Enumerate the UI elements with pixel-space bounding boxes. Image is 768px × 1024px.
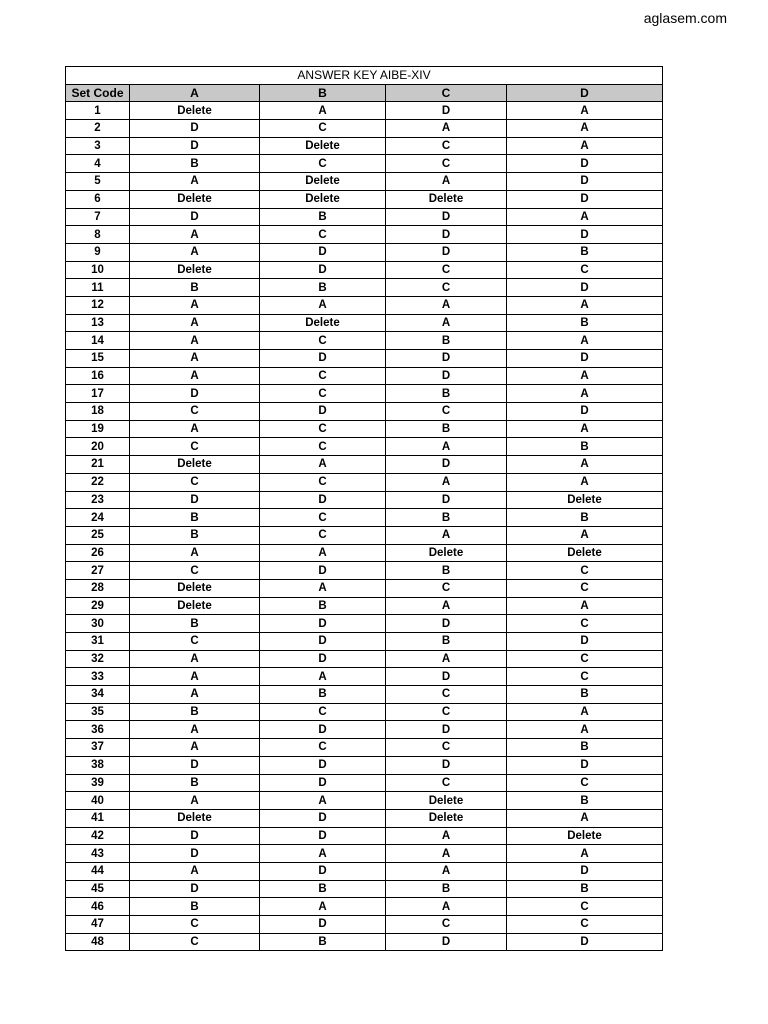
answer-b-cell: C [260, 332, 386, 350]
answer-b-cell: D [260, 633, 386, 651]
set-code-cell: 12 [66, 296, 130, 314]
set-code-cell: 29 [66, 597, 130, 615]
table-title: ANSWER KEY AIBE-XIV [66, 67, 663, 85]
answer-c-cell: A [386, 296, 507, 314]
table-row [66, 350, 663, 368]
answer-a-cell: D [130, 208, 260, 226]
set-code-cell: 7 [66, 208, 130, 226]
header-set-code: Set Code [66, 84, 130, 102]
answer-c-cell: D [386, 102, 507, 120]
answer-b-cell: D [260, 774, 386, 792]
answer-a-cell: Delete [130, 102, 260, 120]
set-code-cell: 3 [66, 137, 130, 155]
answer-c-cell: B [386, 562, 507, 580]
set-code-cell: 34 [66, 686, 130, 704]
answer-d-cell: B [507, 438, 663, 456]
answer-b-cell: D [260, 243, 386, 261]
table-row [66, 403, 663, 421]
answer-b-cell: C [260, 526, 386, 544]
table-row [66, 597, 663, 615]
set-code-cell: 44 [66, 862, 130, 880]
answer-b-cell: B [260, 208, 386, 226]
answer-a-cell: D [130, 880, 260, 898]
answer-c-cell: A [386, 526, 507, 544]
answer-b-cell: A [260, 845, 386, 863]
table-row [66, 155, 663, 173]
set-code-cell: 43 [66, 845, 130, 863]
answer-c-cell: D [386, 367, 507, 385]
answer-c-cell: C [386, 155, 507, 173]
answer-d-cell: A [507, 120, 663, 138]
answer-c-cell: D [386, 456, 507, 474]
answer-c-cell: D [386, 226, 507, 244]
header-c: C [386, 84, 507, 102]
answer-c-cell: C [386, 279, 507, 297]
answer-a-cell: C [130, 403, 260, 421]
answer-d-cell: A [507, 208, 663, 226]
answer-b-cell: A [260, 456, 386, 474]
answer-d-cell: Delete [507, 491, 663, 509]
answer-a-cell: Delete [130, 579, 260, 597]
table-row [66, 367, 663, 385]
answer-a-cell: A [130, 862, 260, 880]
answer-a-cell: D [130, 385, 260, 403]
set-code-cell: 18 [66, 403, 130, 421]
table-row [66, 898, 663, 916]
answer-d-cell: C [507, 650, 663, 668]
answer-d-cell: D [507, 633, 663, 651]
set-code-cell: 39 [66, 774, 130, 792]
answer-a-cell: A [130, 650, 260, 668]
set-code-cell: 16 [66, 367, 130, 385]
answer-d-cell: D [507, 862, 663, 880]
answer-b-cell: C [260, 509, 386, 527]
table-row [66, 756, 663, 774]
set-code-cell: 17 [66, 385, 130, 403]
answer-d-cell: D [507, 190, 663, 208]
answer-a-cell: B [130, 615, 260, 633]
answer-d-cell: A [507, 526, 663, 544]
answer-b-cell: C [260, 120, 386, 138]
table-row [66, 615, 663, 633]
answer-c-cell: C [386, 261, 507, 279]
answer-c-cell: Delete [386, 190, 507, 208]
answer-b-cell: D [260, 756, 386, 774]
answer-b-cell: C [260, 703, 386, 721]
answer-a-cell: Delete [130, 809, 260, 827]
answer-a-cell: C [130, 933, 260, 951]
set-code-cell: 19 [66, 420, 130, 438]
answer-d-cell: C [507, 562, 663, 580]
answer-d-cell: D [507, 155, 663, 173]
answer-a-cell: A [130, 296, 260, 314]
answer-b-cell: D [260, 809, 386, 827]
answer-a-cell: A [130, 350, 260, 368]
table-row [66, 579, 663, 597]
site-watermark: aglasem.com [643, 10, 727, 26]
answer-d-cell: B [507, 314, 663, 332]
answer-b-cell: C [260, 155, 386, 173]
answer-c-cell: A [386, 120, 507, 138]
answer-c-cell: C [386, 137, 507, 155]
table-row [66, 491, 663, 509]
set-code-cell: 35 [66, 703, 130, 721]
table-row [66, 916, 663, 934]
table-row [66, 509, 663, 527]
table-row [66, 438, 663, 456]
table-row [66, 296, 663, 314]
table-row [66, 845, 663, 863]
table-row [66, 243, 663, 261]
answer-d-cell: A [507, 332, 663, 350]
answer-c-cell: A [386, 898, 507, 916]
answer-a-cell: B [130, 509, 260, 527]
answer-b-cell: B [260, 880, 386, 898]
answer-a-cell: Delete [130, 597, 260, 615]
answer-a-cell: B [130, 898, 260, 916]
answer-c-cell: D [386, 668, 507, 686]
answer-c-cell: C [386, 579, 507, 597]
table-row [66, 456, 663, 474]
answer-c-cell: A [386, 438, 507, 456]
table-row [66, 668, 663, 686]
answer-a-cell: B [130, 155, 260, 173]
answer-c-cell: D [386, 350, 507, 368]
set-code-cell: 9 [66, 243, 130, 261]
answer-a-cell: A [130, 243, 260, 261]
answer-b-cell: C [260, 473, 386, 491]
table-row [66, 385, 663, 403]
table-row [66, 137, 663, 155]
set-code-cell: 37 [66, 739, 130, 757]
set-code-cell: 10 [66, 261, 130, 279]
answer-d-cell: A [507, 597, 663, 615]
answer-a-cell: Delete [130, 190, 260, 208]
answer-a-cell: D [130, 845, 260, 863]
table-row [66, 827, 663, 845]
set-code-cell: 31 [66, 633, 130, 651]
answer-d-cell: A [507, 102, 663, 120]
table-row [66, 314, 663, 332]
answer-d-cell: Delete [507, 827, 663, 845]
answer-a-cell: A [130, 792, 260, 810]
set-code-cell: 47 [66, 916, 130, 934]
set-code-cell: 27 [66, 562, 130, 580]
answer-b-cell: D [260, 916, 386, 934]
answer-a-cell: A [130, 314, 260, 332]
set-code-cell: 25 [66, 526, 130, 544]
answer-d-cell: D [507, 173, 663, 191]
set-code-cell: 5 [66, 173, 130, 191]
answer-d-cell: A [507, 845, 663, 863]
answer-d-cell: D [507, 403, 663, 421]
set-code-cell: 32 [66, 650, 130, 668]
answer-b-cell: Delete [260, 173, 386, 191]
set-code-cell: 33 [66, 668, 130, 686]
set-code-cell: 1 [66, 102, 130, 120]
set-code-cell: 6 [66, 190, 130, 208]
answer-a-cell: C [130, 473, 260, 491]
answer-b-cell: Delete [260, 137, 386, 155]
answer-d-cell: D [507, 226, 663, 244]
table-row [66, 809, 663, 827]
set-code-cell: 38 [66, 756, 130, 774]
answer-a-cell: A [130, 367, 260, 385]
table-row [66, 208, 663, 226]
set-code-cell: 42 [66, 827, 130, 845]
answer-b-cell: C [260, 385, 386, 403]
answer-a-cell: A [130, 721, 260, 739]
answer-b-cell: D [260, 862, 386, 880]
answer-b-cell: Delete [260, 314, 386, 332]
table-row [66, 792, 663, 810]
set-code-cell: 36 [66, 721, 130, 739]
answer-c-cell: A [386, 845, 507, 863]
answer-c-cell: Delete [386, 809, 507, 827]
answer-b-cell: B [260, 279, 386, 297]
answer-b-cell: B [260, 933, 386, 951]
answer-a-cell: A [130, 420, 260, 438]
answer-a-cell: A [130, 173, 260, 191]
answer-a-cell: D [130, 137, 260, 155]
answer-c-cell: D [386, 756, 507, 774]
set-code-cell: 45 [66, 880, 130, 898]
answer-b-cell: D [260, 827, 386, 845]
answer-c-cell: A [386, 173, 507, 191]
answer-d-cell: A [507, 137, 663, 155]
answer-a-cell: A [130, 544, 260, 562]
answer-b-cell: D [260, 491, 386, 509]
header-row [66, 84, 663, 102]
answer-c-cell: C [386, 774, 507, 792]
answer-c-cell: A [386, 862, 507, 880]
answer-d-cell: C [507, 615, 663, 633]
answer-a-cell: B [130, 703, 260, 721]
header-a: A [130, 84, 260, 102]
table-row [66, 190, 663, 208]
set-code-cell: 41 [66, 809, 130, 827]
answer-a-cell: A [130, 226, 260, 244]
answer-d-cell: C [507, 579, 663, 597]
answer-b-cell: C [260, 739, 386, 757]
answer-d-cell: A [507, 296, 663, 314]
answer-d-cell: A [507, 385, 663, 403]
answer-d-cell: C [507, 898, 663, 916]
answer-c-cell: B [386, 633, 507, 651]
table-row [66, 120, 663, 138]
answer-c-cell: B [386, 332, 507, 350]
answer-b-cell: C [260, 438, 386, 456]
answer-d-cell: C [507, 774, 663, 792]
answer-b-cell: D [260, 403, 386, 421]
set-code-cell: 2 [66, 120, 130, 138]
answer-d-cell: D [507, 279, 663, 297]
answer-c-cell: B [386, 509, 507, 527]
answer-key-table [65, 66, 663, 951]
set-code-cell: 46 [66, 898, 130, 916]
answer-a-cell: B [130, 279, 260, 297]
answer-c-cell: D [386, 243, 507, 261]
set-code-cell: 30 [66, 615, 130, 633]
answer-b-cell: D [260, 562, 386, 580]
table-row [66, 633, 663, 651]
answer-c-cell: A [386, 473, 507, 491]
answer-b-cell: D [260, 650, 386, 668]
answer-a-cell: B [130, 526, 260, 544]
answer-c-cell: B [386, 420, 507, 438]
answer-c-cell: Delete [386, 792, 507, 810]
answer-d-cell: A [507, 420, 663, 438]
answer-b-cell: D [260, 350, 386, 368]
answer-b-cell: A [260, 898, 386, 916]
table-row [66, 562, 663, 580]
table-row [66, 739, 663, 757]
answer-d-cell: C [507, 916, 663, 934]
answer-c-cell: A [386, 650, 507, 668]
answer-a-cell: D [130, 756, 260, 774]
answer-d-cell: C [507, 668, 663, 686]
answer-a-cell: C [130, 562, 260, 580]
answer-a-cell: A [130, 332, 260, 350]
title-row [66, 67, 663, 85]
answer-d-cell: B [507, 509, 663, 527]
set-code-cell: 15 [66, 350, 130, 368]
answer-b-cell: C [260, 226, 386, 244]
answer-a-cell: D [130, 491, 260, 509]
answer-d-cell: B [507, 243, 663, 261]
table-row [66, 173, 663, 191]
answer-d-cell: D [507, 756, 663, 774]
set-code-cell: 28 [66, 579, 130, 597]
answer-b-cell: C [260, 420, 386, 438]
table-row [66, 544, 663, 562]
table-row [66, 279, 663, 297]
table-row [66, 102, 663, 120]
answer-b-cell: Delete [260, 190, 386, 208]
answer-b-cell: A [260, 579, 386, 597]
answer-c-cell: A [386, 314, 507, 332]
set-code-cell: 20 [66, 438, 130, 456]
set-code-cell: 23 [66, 491, 130, 509]
table-row [66, 703, 663, 721]
answer-d-cell: A [507, 721, 663, 739]
answer-a-cell: C [130, 916, 260, 934]
answer-c-cell: C [386, 739, 507, 757]
answer-a-cell: C [130, 633, 260, 651]
answer-b-cell: D [260, 261, 386, 279]
table-row [66, 420, 663, 438]
set-code-cell: 8 [66, 226, 130, 244]
answer-a-cell: Delete [130, 261, 260, 279]
table-row [66, 933, 663, 951]
answer-c-cell: B [386, 880, 507, 898]
answer-a-cell: A [130, 668, 260, 686]
header-d: D [507, 84, 663, 102]
answer-c-cell: A [386, 827, 507, 845]
set-code-cell: 21 [66, 456, 130, 474]
answer-d-cell: C [507, 261, 663, 279]
answer-a-cell: D [130, 120, 260, 138]
answer-b-cell: A [260, 296, 386, 314]
table-row [66, 332, 663, 350]
set-code-cell: 48 [66, 933, 130, 951]
answer-b-cell: D [260, 721, 386, 739]
answer-c-cell: C [386, 403, 507, 421]
set-code-cell: 24 [66, 509, 130, 527]
answer-c-cell: C [386, 686, 507, 704]
set-code-cell: 40 [66, 792, 130, 810]
answer-b-cell: A [260, 544, 386, 562]
answer-d-cell: A [507, 703, 663, 721]
answer-d-cell: D [507, 350, 663, 368]
table-row [66, 862, 663, 880]
answer-d-cell: B [507, 792, 663, 810]
table-row [66, 526, 663, 544]
answer-rows [66, 102, 663, 951]
header-b: B [260, 84, 386, 102]
answer-c-cell: D [386, 208, 507, 226]
answer-a-cell: A [130, 686, 260, 704]
answer-c-cell: D [386, 615, 507, 633]
answer-b-cell: A [260, 792, 386, 810]
set-code-cell: 22 [66, 473, 130, 491]
answer-b-cell: B [260, 597, 386, 615]
answer-c-cell: Delete [386, 544, 507, 562]
answer-c-cell: C [386, 916, 507, 934]
answer-c-cell: A [386, 597, 507, 615]
answer-c-cell: D [386, 491, 507, 509]
answer-c-cell: C [386, 703, 507, 721]
answer-d-cell: B [507, 686, 663, 704]
answer-c-cell: D [386, 933, 507, 951]
answer-d-cell: A [507, 809, 663, 827]
answer-d-cell: B [507, 739, 663, 757]
set-code-cell: 11 [66, 279, 130, 297]
answer-a-cell: Delete [130, 456, 260, 474]
answer-c-cell: B [386, 385, 507, 403]
table-row [66, 261, 663, 279]
set-code-cell: 13 [66, 314, 130, 332]
answer-b-cell: C [260, 367, 386, 385]
answer-b-cell: A [260, 102, 386, 120]
answer-b-cell: B [260, 686, 386, 704]
answer-d-cell: A [507, 367, 663, 385]
answer-a-cell: D [130, 827, 260, 845]
table-row [66, 774, 663, 792]
table-row [66, 721, 663, 739]
answer-a-cell: A [130, 739, 260, 757]
set-code-cell: 26 [66, 544, 130, 562]
table-row [66, 880, 663, 898]
table-row [66, 686, 663, 704]
answer-c-cell: D [386, 721, 507, 739]
answer-b-cell: A [260, 668, 386, 686]
set-code-cell: 4 [66, 155, 130, 173]
answer-a-cell: B [130, 774, 260, 792]
answer-d-cell: B [507, 880, 663, 898]
answer-d-cell: A [507, 473, 663, 491]
answer-d-cell: A [507, 456, 663, 474]
answer-d-cell: Delete [507, 544, 663, 562]
table-row [66, 650, 663, 668]
table-row [66, 226, 663, 244]
answer-b-cell: D [260, 615, 386, 633]
table-row [66, 473, 663, 491]
answer-d-cell: D [507, 933, 663, 951]
answer-a-cell: C [130, 438, 260, 456]
set-code-cell: 14 [66, 332, 130, 350]
